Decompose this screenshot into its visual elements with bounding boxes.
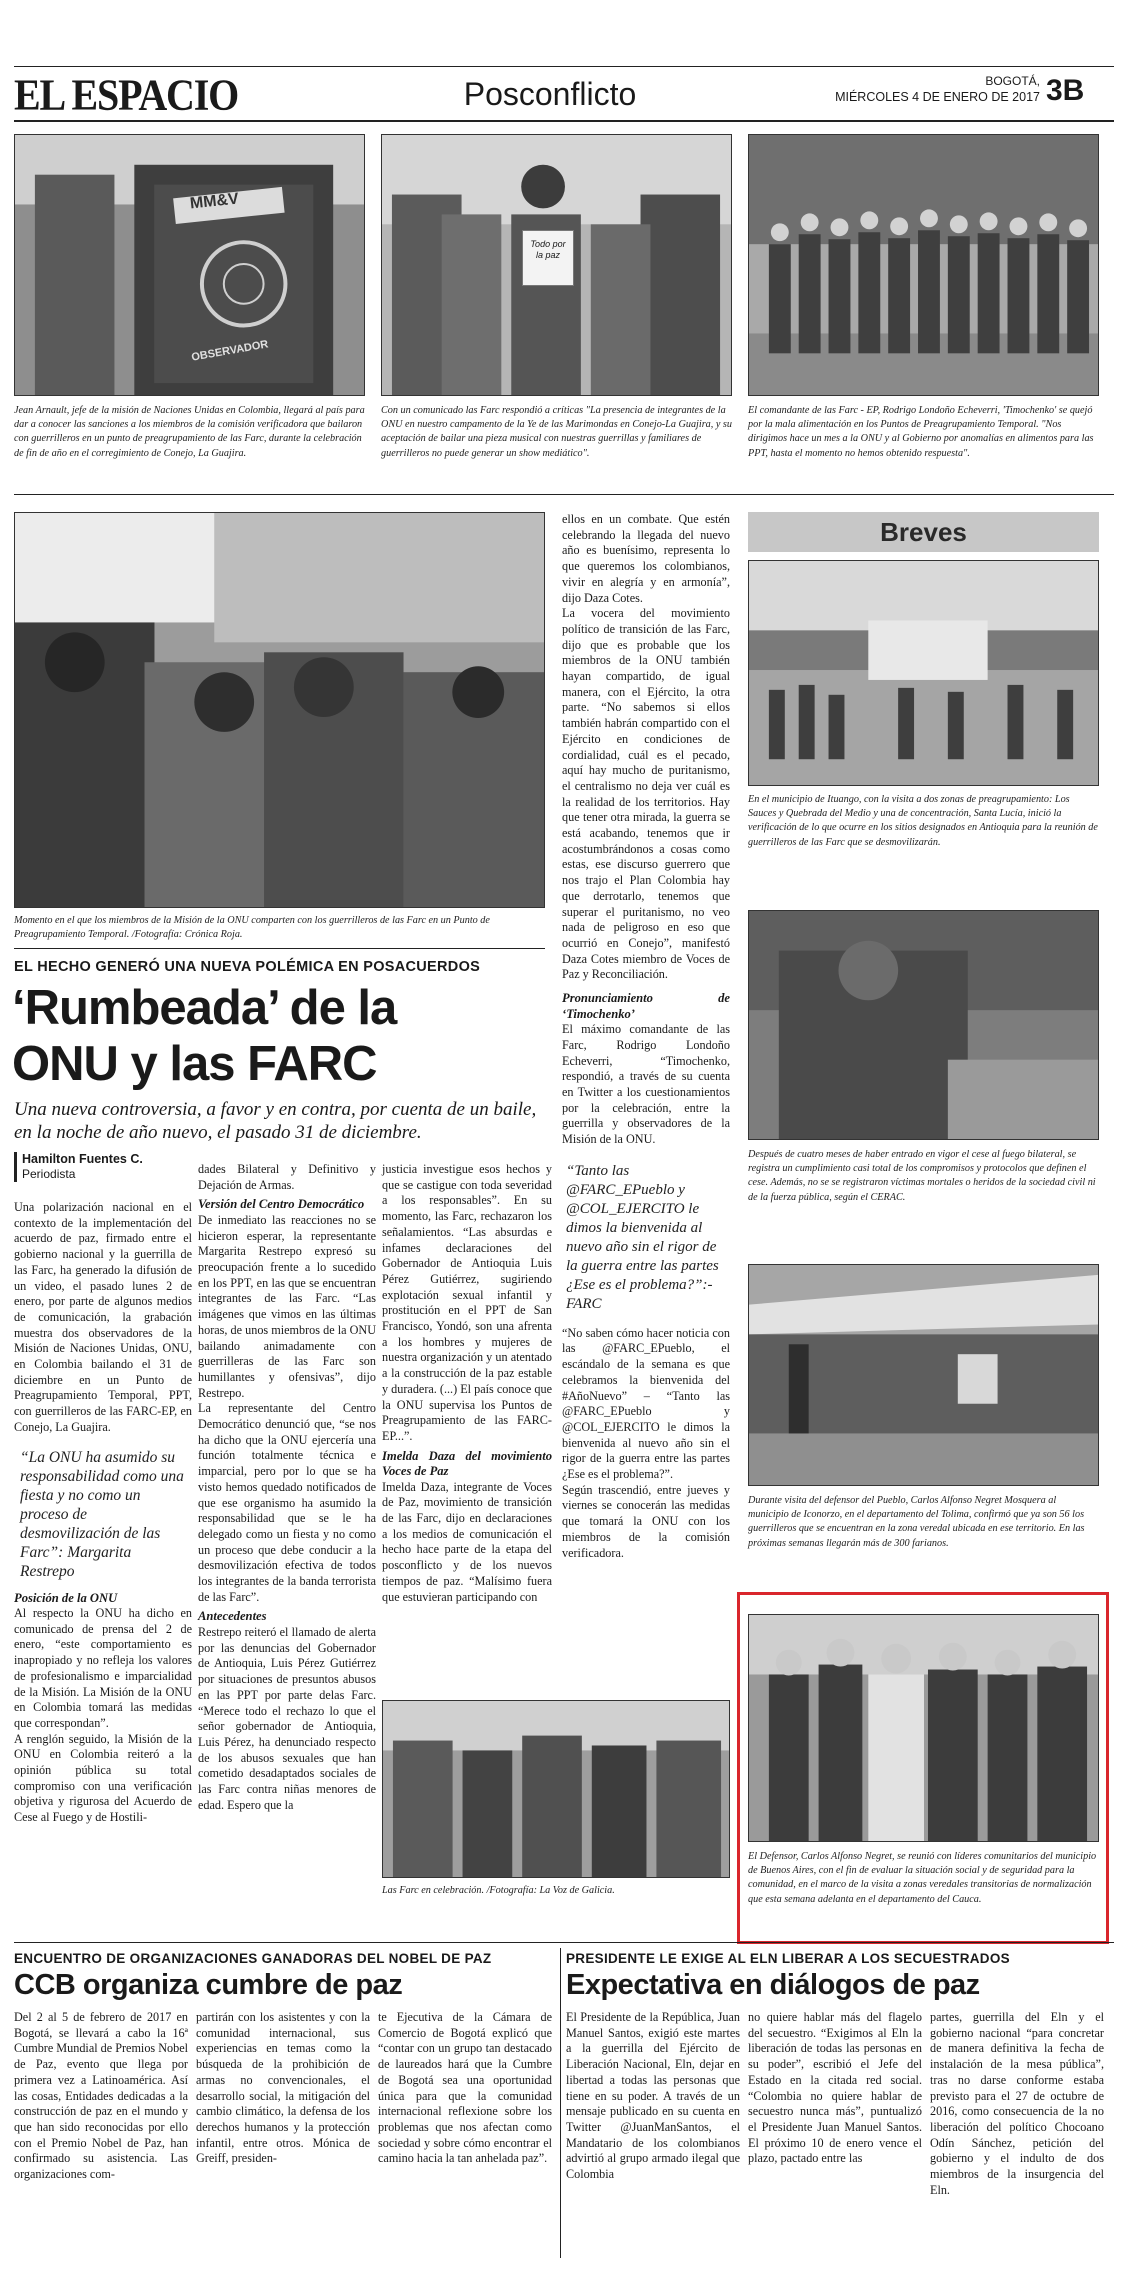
- main-column-3: [382, 1162, 552, 1605]
- sign-text: Todo por la paz: [530, 239, 566, 260]
- breves-title: Breves: [880, 517, 967, 547]
- photo-farc-women-sign: [381, 134, 732, 396]
- paragraph: justicia investigue esos hechos y que se castigue con toda severidad a los responsables”. En su momento, las Farc, rechazaron los señalamientos. “Las absurdas e infames declaraciones del Gobernador de Antioquia Luis Pérez Gutiérrez, sugiriendo explotación sexual infantil y prostitución en el PPT de San Francisco, Yondó, son una afrenta a los hombres y mujeres de nuestra organización y un atentado a la construcción de la paz estable y duradera. (...) El país conoce que la ONU supervisa los Puntos de Preagrupamiento de las FARC-EP...”.: [382, 1162, 552, 1443]
- paragraph: “No saben cómo hacer noticia con las @FARC_EPueblo, el escándalo de la semana es que celebramos la bienvenida del #AñoNuevo” – “Tanto las @FARC_EPueblo y @COL_EJERCITO le dimos la bienvenida al nuevo año sin el rigor de la guerra entre las partes ¿Ese es el problema?”.: [562, 1325, 730, 1482]
- paragraph: De inmediato las reacciones no se hicieron esperar, la representante Margarita Restrepo expresó su preocupación frente a lo sucedido en los PPT, en las que se encuentran integrantes de las Farc. “Las imágenes que vimos en las últimas horas, de unos miembros de la ONU bailando animadamente con guerrilleras de las Farc son humillantes y ofensivas”, dijo Restrepo.: [198, 1212, 376, 1400]
- paragraph: La vocera del movimiento político de transición de las Farc, dijo que es probable que los miembros de la ONU también hayan compartido, de igual manera, con el Ejército, la otra parte. “No sabemos si ellos también habrán compartido con el Ejército en condiciones de cordialidad, cuál es el pecado, aquí hay mucho de puritanismo, el centralismo no deja ver cuál es la realidad de los territorios. Hay que tener otra mirada, la guerra se está acabando, tenemos que ir acostumbrándonos a cosas como estas, ese discurso guerrero que nos trajo el Plan Colombia hay que derrotarlo, tenemos que superar el puritanismo, no veo nada de peligroso en eso que ocurrió en Conejo”, manifestó Daza Cotes miembro de Voces de Paz y Reconciliación.: [562, 606, 730, 982]
- mmv-badge: MM&V: [189, 190, 240, 213]
- dateline-date: MIÉRCOLES 4 DE ENERO DE 2017: [835, 90, 1040, 104]
- photo-soldier-ceasefire: [748, 910, 1099, 1140]
- main-column-1: [14, 1200, 192, 1826]
- bottom-right-col-1: El Presidente de la República, Juan Manuel Santos, exigió este martes a la guerrilla del Ejército de Liberación Nacional, Eln, dejar en libertad a todas las personas que tiene en su poder. A través de un mensaje publicado en su cuenta en Twitter @JuanManSantos, el Mandatario de los colombianos advirtió al grupo armado ilegal que Colombia: [566, 2010, 740, 2182]
- paragraph: A renglón seguido, la Misión de la ONU en Colombia reiteró a la opinión pública su total compromiso con una verificación objetiva y rigurosa del Acuerdo de Cese al Fuego y de Hostili-: [14, 1731, 192, 1825]
- bottom-right-col-3: partes, guerrilla del Eln y el gobierno nacional “para concretar de manera definitiva la fecha de instalación de la mesa pública”, tras no darse conforme estaba previsto para el 27 de octubre de 2016, como consecuencia de la no liberación del político Chocoano Odín Sánchez, petición del gobierno y el indulto de dos miembros de la insurgencia del Eln.: [930, 2010, 1104, 2197]
- photo-farc-group: [748, 134, 1099, 396]
- photo-defensor-tolima: [748, 1264, 1099, 1486]
- main-deck: Una nueva controversia, a favor y en contra, por cuenta de un baile, en la noche de año nuevo, el pasado 31 de diciembre.: [14, 1099, 537, 1143]
- bottom-left-col-3: te Ejecutiva de la Cámara de Comercio de Bogotá explicó que “contar con un grupo tan destacado de laureados hará que la Cumbre de Bogotá sea una oportunidad única para que la comunidad internacional reflexione sobre los problemas que nos afectan como sociedad y sobre cómo encontrar el camino hacia la tan anhelada paz”.: [378, 2010, 552, 2166]
- main-column-2: [198, 1162, 376, 1813]
- photo-un-farc-dance: [14, 512, 545, 908]
- paragraph: El máximo comandante de las Farc, Rodrigo Londoño Echeverri, “Timochenko, respondió, a través de su cuenta en Twitter a los cuestionamientos por la celebración, entre la guerrilla y observadores de la Misión de la ONU.: [562, 1022, 730, 1147]
- photo-un-observer: [14, 134, 365, 396]
- paragraph: dades Bilateral y Definitivo y Dejación de Armas.: [198, 1162, 376, 1192]
- pull-quote-farc: “Tanto las @FARC_EPueblo y @COL_EJERCITO le dimos la bienvenida al nuevo año sin el rigor de la guerra entre las partes ¿Ese es el problema?”:- FARC: [566, 1162, 719, 1312]
- main-column-4: [562, 512, 730, 1561]
- bottom-right-kicker: PRESIDENTE LE EXIGE AL ELN LIBERAR A LOS SECUESTRADOS: [566, 1951, 1010, 1966]
- photo-farc-celebration: [382, 1700, 730, 1878]
- section-title: Posconflicto: [463, 76, 637, 112]
- bottom-right-col-2: no quiere hablar más del flagelo del secuestro. “Exigimos al Eln la liberación de todas las personas en su poder”, escribió el Jefe del Estado en la citada red social. “Colombia no quiere hablar de secuestro nunca más”, puntualizó el Presidente Juan Manuel Santos. El próximo 10 de enero vence el plazo, pactado entre las: [748, 2010, 922, 2166]
- paragraph: Restrepo reiteró el llamado de alerta por las denuncias del Gobernador de Antioquia, Luis Pérez Gutiérrez por situaciones de presuntos abusos en las PPT por parte delas Farc. “Merece todo el rechazo lo que el señor gobernador de Antioquia, Luis Pérez, ha denunciado respecto de los abusos sexuales que han cometido desadaptados sociales de las Farc contra niñas menores de edad. Espero que la: [198, 1624, 376, 1812]
- breves-header: [748, 512, 1099, 552]
- byline-role: Periodista: [22, 1167, 76, 1181]
- paragraph: Al respecto la ONU ha dicho en comunicado de prensa del 2 de enero, “este comportamiento es inapropiado y no refleja los valores de profesionalismo e imparcialidad de la Misión. La Misión de la ONU en Colombia tomará las medidas que correspondan”.: [14, 1606, 192, 1730]
- photo-defensor-buenos-aires: [748, 1614, 1099, 1842]
- breve-caption-4: El Defensor, Carlos Alfonso Negret, se reunió con líderes comunitarios del municipio de Buenos Aires, con el fin de evaluar la situación social y de seguridad para la comunidad, en el marco de la visita a zonas veredales transitorias de normalización que esta semana adelanta en el departamento del Cauca.: [748, 1851, 1097, 1905]
- paragraph: La representante del Centro Democrático denunció que, “se nos ha dicho que la ONU ejercería una función totalmente técnica e imparcial, pero por lo que se ha visto hemos quedado notificados de que ese organismo ha asumido la responsabilidad que se le ha delegado como un fiesta y no como un proceso que debe conducir a la desmovilización efectiva de todos los integrantes de la banda terrorista de las Farc”.: [198, 1401, 376, 1604]
- inset-photo-caption: Las Farc en celebración. /Fotografía: La Voz de Galicia.: [382, 1885, 615, 1896]
- breve-caption-3: Durante visita del defensor del Pueblo, Carlos Alfonso Negret Mosquera al municipio de Iconorzo, en el departamento del Tolima, confirmó que ya son 56 los guerrilleros que se encuentran en la zona veredal ubicada en ese territorio. En las próximas semanas llegarán más de 300 farianos.: [748, 1495, 1085, 1549]
- bottom-left-col-2: partirán con los asistentes y con la comunidad internacional, sus experiencias en temas como la búsqueda de la prohibición de armas no convencionales, el desarrollo social, la mitigación del cambio climático, la defensa de los derechos humanos y la protección infantil, entre otros. Mónica de Greiff, presiden-: [196, 2010, 370, 2166]
- main-photo-caption: Momento en el que los miembros de la Misión de la ONU comparten con los guerrilleros de las Farc en un Punto de Preagrupamiento Temporal. /Fotografía: Crónica Roja.: [14, 915, 490, 941]
- main-headline-line-2: ONU y las FARC: [12, 1037, 377, 1091]
- subhead-posicion-onu: Posición de la ONU: [14, 1590, 118, 1605]
- dateline-city: BOGOTÁ,: [985, 74, 1040, 88]
- top-caption-3: El comandante de las Farc - EP, Rodrigo Londoño Echeverri, 'Timochenko' se quejó por la mala alimentación en los Puntos de Preagrupamiento Temporal. "Nos dirigimos hace un mes a la ONU y al Gobierno por anomalías en alimentos para las PPT, hasta el momento no hemos obtenido respuesta".: [748, 405, 1094, 459]
- main-headline-line-1: ‘Rumbeada’ de la: [12, 981, 397, 1035]
- todo-por-la-paz-sign: [522, 230, 574, 286]
- subhead-centro-democratico: Versión del Centro Democrático: [198, 1197, 365, 1212]
- breve-caption-1: En el municipio de Ituango, con la visita a dos zonas de preagrupamiento: Los Sauces y Quebrada del Medio y una de concentración, Santa Lucía, inició la verificación de lo que ocurre en los sitios designados en Antioquia para la reunión de guerrilleros de las Farc que se desmovilizarán.: [748, 794, 1098, 848]
- observer-vest-text: OBSERVADOR: [190, 338, 270, 364]
- paragraph: Una polarización nacional en el contexto de la implementación del acuerdo de paz, firmado entre el gobierno nacional y la guerrilla de las Farc, ha generado la difusión de un video, el pasado lunes 2 de enero, por parte de algunos medios de comunicación, la grabación muestra dos observadores de la Misión de Naciones Unidas, ONU, en Colombia bailando el 31 de diciembre en un Punto de Preagrupamiento Temporal, PPT, con guerrilleros de las FARC-EP, en Conejo, La Guajira.: [14, 1200, 192, 1434]
- top-caption-2: Con un comunicado las Farc respondió a críticas "La presencia de integrantes de la ONU en nuestro campamento de la Ye de las Marimondas en Conejo-La Guajira, y su aceptación de bailar una pieza musical con nuestras guerrillas y familiares de guerrilleros no puede generar un show mediático".: [381, 405, 732, 459]
- subhead-antecedentes: Antecedentes: [198, 1609, 267, 1624]
- bottom-left-kicker: ENCUENTRO DE ORGANIZACIONES GANADORAS DEL NOBEL DE PAZ: [14, 1951, 492, 1966]
- subhead-imelda-daza: Imelda Daza del movimiento Voces de Paz: [382, 1448, 552, 1479]
- breve-caption-2: Después de cuatro meses de haber entrado en vigor el cese al fuego bilateral, se registra un cumplimiento casi total de los compromisos y protocolos que definen el cese. Además, no se se registraron víctimas mortales o heridos de la sociedad civil ni de la fuerza pública, según el CERAC.: [748, 1149, 1096, 1203]
- top-caption-1: Jean Arnault, jefe de la misión de Naciones Unidas en Colombia, llegará al país para dar a conocer las sanciones a los miembros de la comisión verificadora que bailaron con guerrilleros en un punto de preagrupamiento de las Farc, durante la celebración de fin de año en el corregimiento de Conejo, La Guajira.: [14, 405, 365, 459]
- pull-quote-restrepo: “La ONU ha asumido su responsabilidad como una fiesta y no como un proceso de desmovilización de las Farc”: Margarita Restrepo: [20, 1448, 184, 1580]
- bottom-right-headline: Expectativa en diálogos de paz: [566, 1969, 980, 2001]
- bottom-left-col-1: Del 2 al 5 de febrero de 2017 en Bogotá, se llevará a cabo la 16ª Cumbre Mundial de Premios Nobel de Paz, evento que llega por primera vez a Latinoamérica. Así las cosas, Entidades dedicadas a la construcción de paz en el mundo y que han sido reconocidas por ello con el Premio Nobel de Paz, han confirmado su asistencia. Las organizaciones com-: [14, 2010, 188, 2182]
- byline-name: Hamilton Fuentes C.: [22, 1152, 143, 1166]
- paragraph: Imelda Daza, integrante de Voces de Paz, movimiento de transición de las Farc, dijo en declaraciones a los medios de comunicación el hecho hace parte de la etapa del posconflicto y de los nuevos tiempos de paz. “Malísimo fuera que estuvieran participando con: [382, 1479, 552, 1604]
- photo-ituango-verification: [748, 560, 1099, 786]
- subhead-timochenko: Pronunciamiento de ‘Timochenko’: [562, 991, 730, 1021]
- bottom-left-headline: CCB organiza cumbre de paz: [14, 1969, 403, 2001]
- main-kicker: EL HECHO GENERÓ UNA NUEVA POLÉMICA EN POSACUERDOS: [14, 959, 481, 975]
- masthead-logo: EL ESPACIO: [14, 69, 238, 120]
- paragraph: Según trascendió, entre jueves y viernes se conocerán las medidas que tomará la ONU con los miembros de la comisión verificadora.: [562, 1482, 730, 1560]
- page-number: 3B: [1046, 74, 1085, 107]
- paragraph: ellos en un combate. Que estén celebrando la llegada del nuevo año es buenísimo, representa lo que queremos los colombianos, vivir en alegría y en armonía”, dijo Daza Cotes.: [562, 512, 730, 605]
